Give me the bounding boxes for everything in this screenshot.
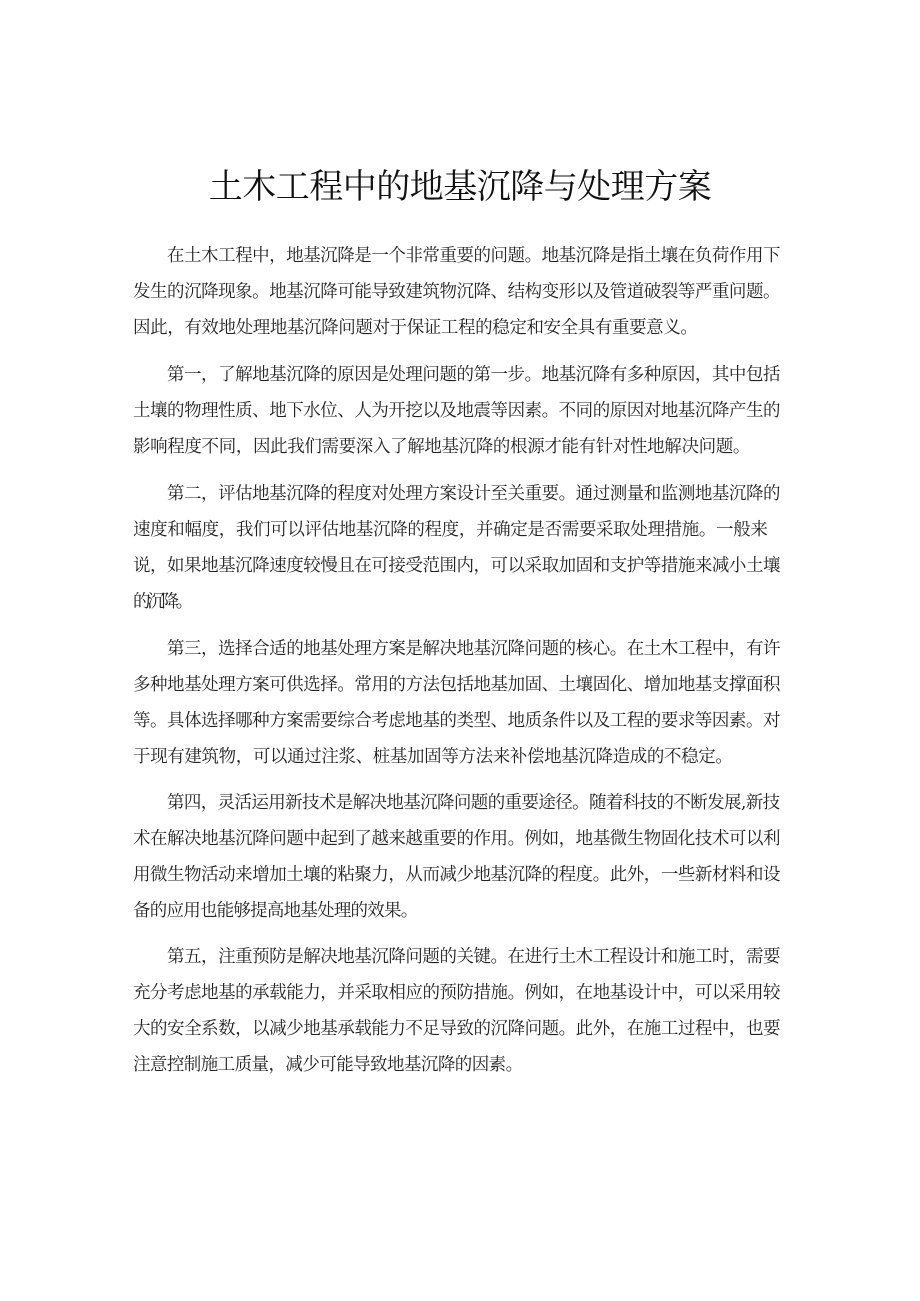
paragraph-line: 第四，灵活运用新技术是解决地基沉降问题的重要途径。随着科技的不断发展,新技 (167, 793, 780, 813)
paragraph-third (133, 631, 793, 775)
paragraph-line: 发生的沉降现象。地基沉降可能导致建筑物沉降、结构变形以及管道破裂等严重问题。 (133, 282, 780, 302)
paragraph-fourth (133, 785, 793, 929)
paragraph-line: 第三，选择合适的地基处理方案是解决地基沉降问题的核心。在土木工程中，有许 (167, 639, 780, 659)
paragraph-line: 充分考虑地基的承载能力，并采取相应的预防措施。例如，在地基设计中，可以采用较 (133, 983, 780, 1003)
paragraph-second (133, 476, 793, 620)
paragraph-line: 第一，了解地基沉降的原因是处理问题的第一步。地基沉降有多种原因，其中包括 (167, 365, 780, 385)
paragraph-first (133, 357, 793, 465)
paragraph-line: 于现有建筑物，可以通过注浆、桩基加固等方法来补偿地基沉降造成的不稳定。 (133, 747, 733, 767)
paragraph-line: 影响程度不同，因此我们需要深入了解地基沉降的根源才能有针对性地解决问题。 (133, 437, 750, 457)
paragraph-line: 第五，注重预防是解决地基沉降问题的关键。在进行土木工程设计和施工时，需要 (167, 947, 780, 967)
paragraph-line: 等。具体选择哪种方案需要综合考虑地基的类型、地质条件以及工程的要求等因素。对 (133, 711, 780, 731)
paragraph-line: 说，如果地基沉降速度较慢且在可接受范围内，可以采取加固和支护等措施来减小土壤 (133, 556, 780, 576)
paragraph-line: 用微生物活动来增加土壤的粘聚力，从而减少地基沉降的程度。此外，一些新材料和设 (133, 865, 780, 885)
paragraph-line: 在土木工程中，地基沉降是一个非常重要的问题。地基沉降是指土壤在负荷作用下 (167, 246, 780, 266)
paragraph-line: 第二，评估地基沉降的程度对处理方案设计至关重要。通过测量和监测地基沉降的 (167, 484, 780, 504)
paragraph-fifth (133, 939, 793, 1083)
paragraph-line: 多种地基处理方案可供选择。常用的方法包括地基加固、土壤固化、增加地基支撑面积 (133, 675, 780, 695)
paragraph-line: 大的安全系数，以减少地基承载能力不足导致的沉降问题。此外，在施工过程中，也要 (133, 1019, 780, 1039)
paragraph-line: 土壤的物理性质、地下水位、人为开挖以及地震等因素。不同的原因对地基沉降产生的 (133, 401, 780, 421)
paragraph-intro (133, 238, 793, 346)
paragraph-line: 备的应用也能够提高地基处理的效果。 (133, 901, 418, 921)
paragraph-line: 的沉降。 (133, 592, 190, 612)
document-title: 土木工程中的地基沉降与处理方案 (208, 167, 712, 207)
paragraph-line: 因此，有效地处理地基沉降问题对于保证工程的稳定和安全具有重要意义。 (133, 318, 698, 338)
paragraph-line: 速度和幅度，我们可以评估地基沉降的程度，并确定是否需要采取处理措施。一般来 (133, 520, 768, 540)
paragraph-line: 注意控制施工质量，减少可能导致地基沉降的因素。 (133, 1055, 523, 1075)
paragraph-line: 术在解决地基沉降问题中起到了越来越重要的作用。例如，地基微生物固化技术可以利 (133, 829, 780, 849)
